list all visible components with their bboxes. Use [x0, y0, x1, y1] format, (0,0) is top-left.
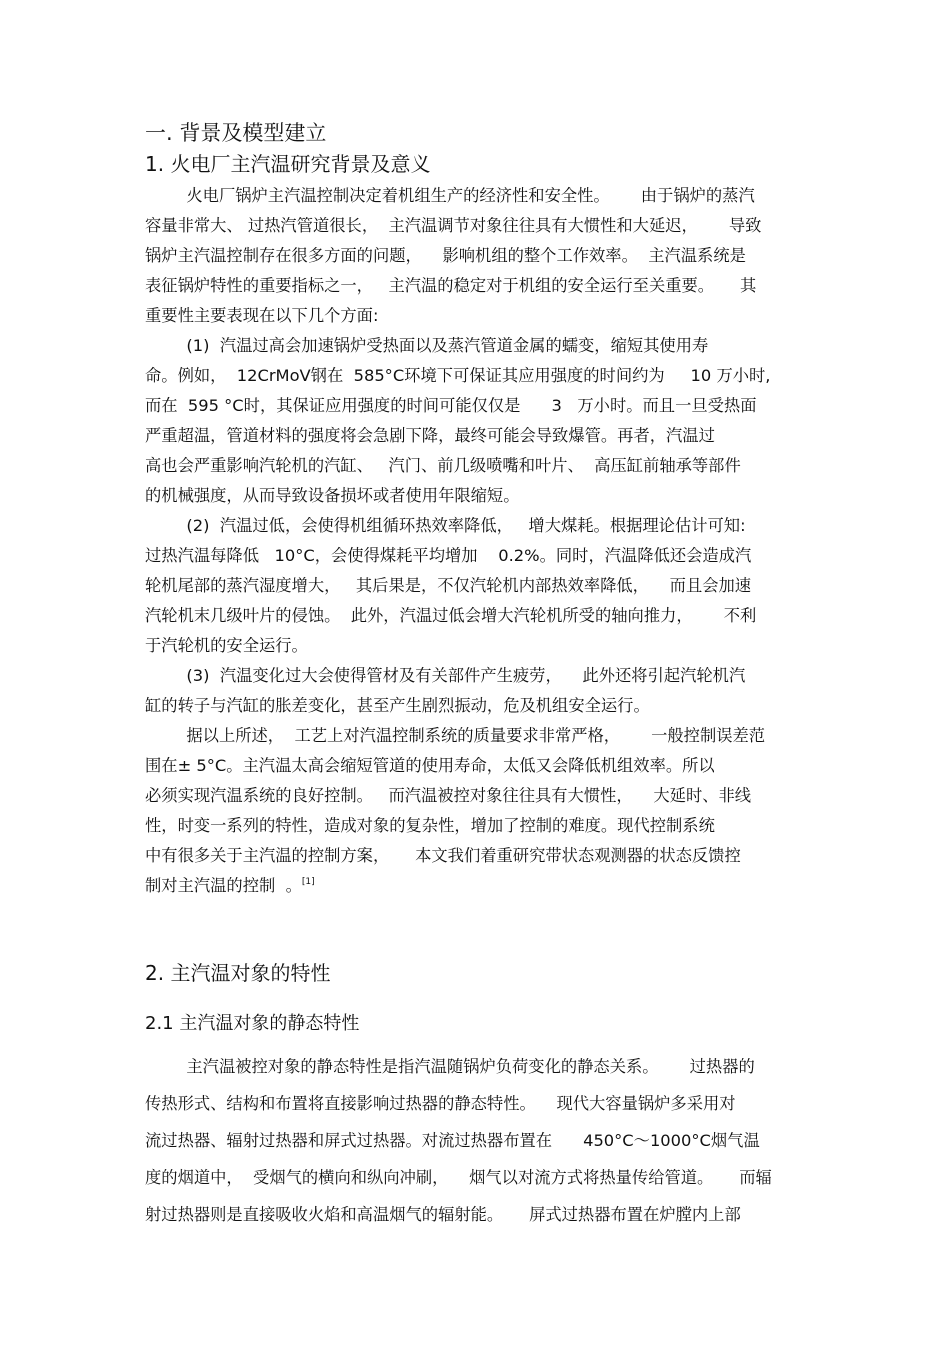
- paragraph-line: 而在 595 °C时，其保证应用强度的时间可能仅仅是 3 万小时。而且一旦受热面: [145, 396, 757, 415]
- section-1-heading: 1. 火电厂主汽温研究背景及意义: [145, 152, 431, 176]
- paragraph-line: 缸的转子与汽缸的胀差变化，甚至产生剧烈振动，危及机组安全运行。: [145, 696, 650, 715]
- section-1-body: [145, 181, 810, 901]
- paragraph-line: 流过热器、辐射过热器和屏式过热器。对流过热器布置在 450°C～1000°C烟气温: [145, 1131, 760, 1150]
- paragraph-line: 汽轮机末几级叶片的侵蚀。 此外，汽温过低会增大汽轮机所受的轴向推力， 不利: [145, 606, 757, 625]
- paragraph-line-last: [145, 871, 810, 901]
- paragraph-line: 中有很多关于主汽温的控制方案， 本文我们着重研究带状态观测器的状态反馈控: [145, 846, 741, 865]
- citation-reference[interactable]: [1]: [301, 877, 315, 887]
- chapter-heading: 一. 背景及模型建立: [145, 121, 327, 145]
- paragraph-line: 于汽轮机的安全运行。: [145, 636, 308, 655]
- paragraph-line: 传热形式、结构和布置将直接影响过热器的静态特性。 现代大容量锅炉多采用对: [145, 1094, 736, 1113]
- paragraph-line: (1) 汽温过高会加速锅炉受热面以及蒸汽管道金属的蠕变，缩短其使用寿: [145, 336, 709, 355]
- section-2-heading: 2. 主汽温对象的特性: [145, 961, 331, 985]
- paragraph-line: 容量非常大、 过热汽管道很长， 主汽温调节对象往往具有大惯性和大延迟， 导致: [145, 216, 762, 235]
- paragraph-line: 重要性主要表现在以下几个方面:: [145, 306, 379, 325]
- paragraph-line: 火电厂锅炉主汽温控制决定着机组生产的经济性和安全性。 由于锅炉的蒸汽: [145, 186, 755, 205]
- paragraph-line: 的机械强度，从而导致设备损坏或者使用年限缩短。: [145, 486, 520, 505]
- paragraph-text: 制对主汽温的控制 。: [145, 876, 302, 895]
- section-2-body: [145, 1048, 810, 1233]
- paragraph-line: 围在± 5°C。主汽温太高会缩短管道的使用寿命，太低又会降低机组效率。所以: [145, 756, 715, 775]
- paragraph-line: (2) 汽温过低，会使得机组循环热效率降低， 增大煤耗。根据理论估计可知:: [145, 516, 746, 535]
- paragraph-line: 表征锅炉特性的重要指标之一， 主汽温的稳定对于机组的安全运行至关重要。 其: [145, 276, 757, 295]
- paragraph-line: 度的烟道中， 受烟气的横向和纵向冲刷， 烟气以对流方式将热量传给管道。 而辐: [145, 1168, 772, 1187]
- paragraph-line: 主汽温被控对象的静态特性是指汽温随锅炉负荷变化的静态关系。 过热器的: [145, 1057, 755, 1076]
- paragraph-line: 严重超温，管道材料的强度将会急剧下降，最终可能会导致爆管。再者，汽温过: [145, 426, 715, 445]
- paragraph-line: 过热汽温每降低 10°C，会使得煤耗平均增加 0.2%。同时，汽温降低还会造成汽: [145, 546, 752, 565]
- paragraph-line: 锅炉主汽温控制存在很多方面的问题， 影响机组的整个工作效率。 主汽温系统是: [145, 246, 746, 265]
- paragraph-line: 轮机尾部的蒸汽湿度增大， 其后果是，不仅汽轮机内部热效率降低， 而且会加速: [145, 576, 752, 595]
- paragraph-line: 性，时变一系列的特性，造成对象的复杂性，增加了控制的难度。现代控制系统: [145, 816, 715, 835]
- subsection-2-1-heading: 2.1 主汽温对象的静态特性: [145, 1013, 360, 1034]
- paragraph-line: 射过热器则是直接吸收火焰和高温烟气的辐射能。 屏式过热器布置在炉膛内上部: [145, 1205, 741, 1224]
- paragraph-line: 据以上所述， 工艺上对汽温控制系统的质量要求非常严格， 一般控制误差范: [145, 726, 766, 745]
- paragraph-line: 命。例如， 12CrMoV钢在 585°C环境下可保证其应用强度的时间约为 10 万小时,: [145, 366, 771, 385]
- paragraph-line: 高也会严重影响汽轮机的汽缸、 汽门、前几级喷嘴和叶片、 高压缸前轴承等部件: [145, 456, 741, 475]
- paragraph-line: 必须实现汽温系统的良好控制。 而汽温被控对象往往具有大惯性， 大延时、非线: [145, 786, 752, 805]
- paragraph-line: (3) 汽温变化过大会使得管材及有关部件产生疲劳， 此外还将引起汽轮机汽: [145, 666, 746, 685]
